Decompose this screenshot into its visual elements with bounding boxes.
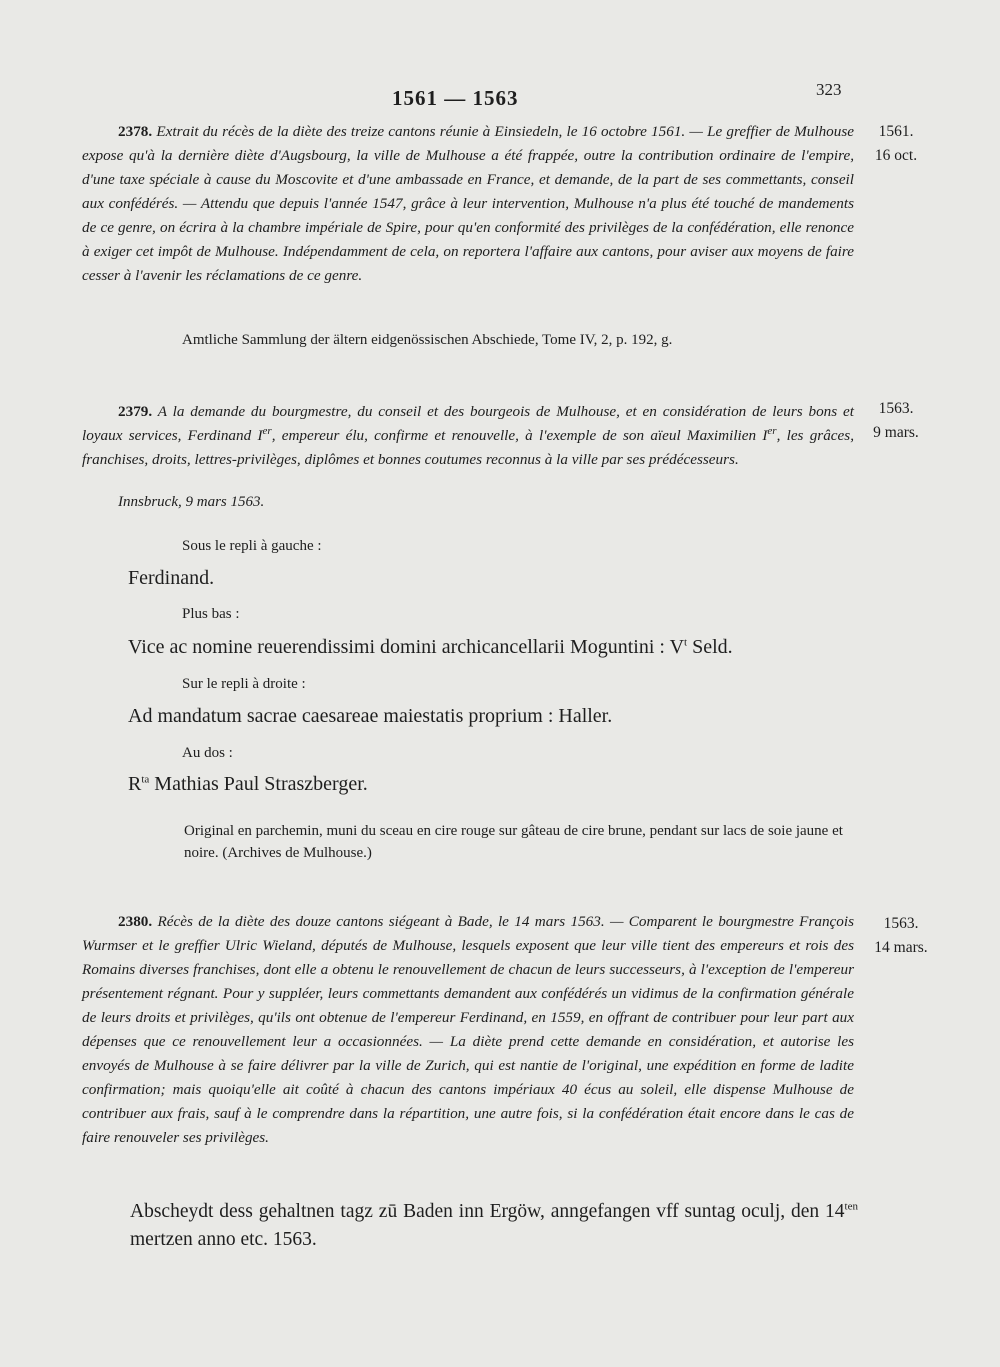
entry-2380-text — [82, 910, 854, 1150]
label-repli-droite: Sur le repli à droite : — [182, 676, 306, 692]
rta-line — [128, 773, 368, 796]
entry-2378-text — [82, 120, 854, 288]
superscript: ta — [141, 773, 150, 786]
superscript: er — [262, 424, 272, 437]
entry-summary-part2: , empereur élu, confirme et renouvelle, à l'exemple de son aïeul Maximilien I — [271, 427, 768, 444]
label-repli-gauche: Sous le repli à gauche : — [182, 538, 322, 554]
margin-year: 1561. — [878, 123, 914, 140]
margin-day: 9 mars. — [873, 424, 919, 441]
superscript: er — [767, 424, 777, 437]
abscheydt-heading — [130, 1198, 858, 1254]
entry-2380 — [82, 910, 854, 1150]
margin-year: 1563. — [883, 915, 919, 932]
margin-year: 1563. — [878, 400, 914, 417]
abscheydt-end: mertzen anno etc. 1563. — [130, 1229, 317, 1250]
page-number: 323 — [816, 80, 842, 99]
vice-line — [128, 636, 733, 659]
entry-number: 2378. — [118, 123, 153, 140]
entry-number: 2379. — [118, 403, 153, 420]
entry-2379 — [82, 400, 854, 472]
vice-end: Seld. — [687, 636, 733, 658]
rta-prefix: R — [128, 773, 142, 795]
archive-note: Original en parchemin, muni du sceau en cire rouge sur gâteau de cire brune, pendant sur lacs de soie jaune et noire. (Archives de Mulhouse.) — [184, 823, 843, 861]
entry-summary-part3: , les grâces, franchises, droits, lettres-privilèges, diplômes et bonnes coutumes reconnus à la ville par ses prédécesseurs. — [82, 427, 854, 468]
rta-name: Mathias Paul Straszberger. — [149, 773, 368, 795]
entry-2378 — [82, 120, 854, 288]
margin-date-2379 — [866, 397, 926, 445]
vice-text: Vice ac nomine reuerendissimi domini archicancellarii Moguntini : V — [128, 636, 685, 658]
margin-day: 16 oct. — [874, 147, 918, 164]
entry-2379-text — [82, 400, 854, 472]
margin-date-2380 — [866, 912, 936, 960]
running-header-years: 1561 — 1563 — [392, 86, 519, 110]
source-citation-2378: Amtliche Sammlung der ältern eidgenössischen Abschiede, Tome IV, 2, p. 192, g. — [182, 332, 673, 348]
abscheydt-text: Abscheydt dess gehaltnen tagz zū Baden inn Ergöw, anngefangen vff suntag oculj, den 14 — [130, 1201, 845, 1222]
superscript: ten — [844, 1200, 858, 1213]
entry-summary: Extrait du récès de la diète des treize cantons réunie à Einsiedeln, le 16 octobre 1561. — Le greffier de Mulhouse expose qu'à la dernière diète d'Augsbourg, la ville de Mulhouse a été frappée, outre la contribution ordinaire de l'empire, d'une taxe spéciale à cause du Moscovite et d'une ambassade en France, et demande, de la part de ses commettants, conseil aux confédérés. — Attendu que depuis l'année 1547, grâce à leur intervention, Mulhouse n'a plus été touché de mandements de ce genre, on écrira à la chambre impériale de Spire, pour qu'en conformité des privilèges de la confédération, elle renonce à exiger cet impôt de Mulhouse. Indépendamment de cela, on reportera l'affaire aux cantons, pour aviser aux moyens de faire cesser à l'avenir les réclamations de ce genre. — [82, 123, 855, 284]
place-date: Innsbruck, 9 mars 1563. — [118, 494, 265, 510]
mandatum-line: Ad mandatum sacrae caesareae maiestatis proprium : Haller. — [128, 705, 613, 727]
margin-date-2378 — [866, 120, 926, 168]
entry-summary: Récès de la diète des douze cantons siégeant à Bade, le 14 mars 1563. — Comparent le bourgmestre François Wurmser et le greffier Ulric Wieland, députés de Mulhouse, lesquels exposent que leur ville tient des empereurs et rois des Romains diverses franchises, dont elle a obtenu le renouvellement de chacun de leurs successeurs, à l'exception de l'empereur présentement régnant. Pour y suppléer, leurs commettants demandent aux confédérés un vidimus de la confirmation générale de leurs droits et privilèges, qu'ils ont obtenue de l'empereur Ferdinand, en 1559, en offrant de contribuer pour leur part aux dépenses que ce renouvellement leur a occasionnées. — La diète prend cette demande en considération, et autorise les envoyés de Mulhouse à se faire délivrer par la ville de Zurich, qui est nantie de l'original, une expédition en forme de ladite confirmation; mais quoiqu'elle ait coûté à chacun des cantons impériaux 40 écus au soleil, elle dispense Mulhouse de contribuer aux frais, sauf à le comprendre dans la répartition, une autre fois, si la confédération était encore dans le cas de faire renouveler ses privilèges. — [82, 913, 855, 1146]
label-au-dos: Au dos : — [182, 745, 233, 761]
superscript: t — [684, 636, 688, 649]
entry-number: 2380. — [118, 913, 153, 930]
signature-ferdinand: Ferdinand. — [128, 567, 215, 589]
margin-day: 14 mars. — [874, 939, 928, 956]
entry-summary-part1: A la demande du bourgmestre, du conseil et des bourgeois de Mulhouse, et en considération de leurs bons et loyaux services, Ferdinand I — [82, 403, 854, 444]
label-plus-bas: Plus bas : — [182, 606, 240, 622]
